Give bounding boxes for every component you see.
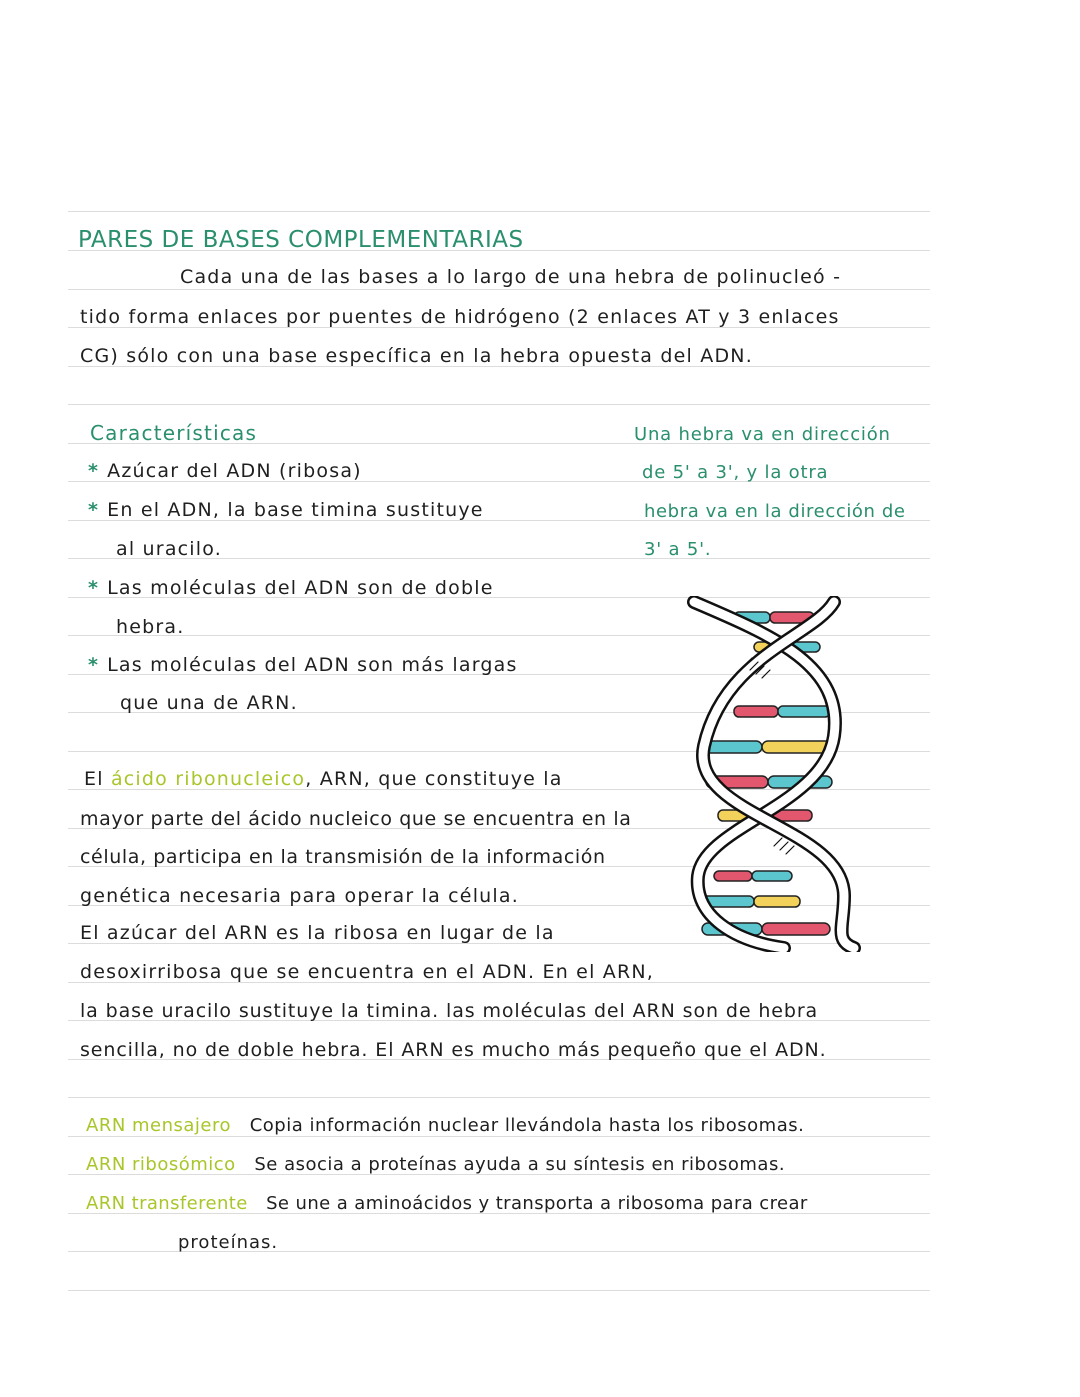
characteristic-text-cont: que una de ARN.: [120, 692, 298, 714]
characteristic-text-cont: al uracilo.: [116, 538, 222, 560]
paragraph-line: CG) sólo con una base específica en la hebra opuesta del ADN.: [80, 345, 753, 367]
star-bullet-icon: *: [88, 499, 100, 521]
direction-note-line: 3' a 5'.: [644, 539, 712, 560]
direction-note-line: Una hebra va en dirección: [634, 424, 891, 445]
characteristic-text: Las moléculas del ADN son de doble: [107, 577, 494, 599]
arn-type-row: [86, 1115, 804, 1137]
paragraph-line: la base uracilo sustituye la timina. las moléculas del ARN son de hebra: [80, 1000, 819, 1022]
paragraph-line: célula, participa en la transmisión de la información: [80, 846, 606, 868]
section-title: PARES DE BASES COMPLEMENTARIAS: [78, 227, 524, 253]
arn-intro-line: [84, 768, 563, 790]
star-bullet-icon: *: [88, 460, 100, 482]
characteristic-text: Las moléculas del ADN son más largas: [107, 654, 518, 676]
arn-type-desc: Se une a aminoácidos y transporta a ribosoma para crear: [266, 1193, 808, 1214]
characteristic-item: [88, 577, 494, 599]
ruled-line: [68, 1097, 930, 1098]
arn-intro-prefix: El: [84, 768, 104, 790]
star-bullet-icon: *: [88, 654, 100, 676]
arn-type-row: [86, 1154, 785, 1176]
arn-type-term: ARN transferente: [86, 1193, 248, 1214]
direction-note-line: de 5' a 3', y la otra: [642, 462, 829, 483]
paragraph-line: sencilla, no de doble hebra. El ARN es mucho más pequeño que el ADN.: [80, 1039, 827, 1061]
arn-intro-term: ácido ribonucleico: [110, 768, 306, 790]
characteristic-text-cont: hebra.: [116, 616, 185, 638]
ruled-line: [68, 289, 930, 290]
characteristic-text: Azúcar del ADN (ribosa): [107, 460, 362, 482]
arn-type-term: ARN mensajero: [86, 1115, 232, 1136]
ruled-line: [68, 1290, 930, 1291]
arn-intro-rest: , ARN, que constituye la: [305, 768, 563, 790]
paragraph-line: desoxirribosa que se encuentra en el ADN. En el ARN,: [80, 961, 655, 983]
paragraph-line: mayor parte del ácido nucleico que se encuentra en la: [80, 808, 632, 830]
paragraph-line: El azúcar del ARN es la ribosa en lugar de la: [80, 922, 555, 944]
direction-note-line: hebra va en la dirección de: [644, 501, 906, 522]
arn-type-row: [86, 1193, 808, 1215]
arn-type-desc-cont: proteínas.: [178, 1232, 279, 1253]
arn-type-desc: Copia información nuclear llevándola hasta los ribosomas.: [249, 1115, 805, 1136]
characteristic-text: En el ADN, la base timina sustituye: [107, 499, 484, 521]
characteristic-item: [88, 499, 484, 521]
paragraph-line: Cada una de las bases a lo largo de una hebra de polinucleó -: [180, 266, 842, 288]
star-bullet-icon: *: [88, 577, 100, 599]
characteristics-heading: Características: [90, 421, 258, 445]
characteristic-item: [88, 460, 362, 482]
paragraph-line: tido forma enlaces por puentes de hidrógeno (2 enlaces AT y 3 enlaces: [80, 306, 840, 328]
ruled-line: [68, 211, 930, 212]
arn-type-term: ARN ribosómico: [86, 1154, 236, 1175]
ruled-line: [68, 404, 930, 405]
characteristic-item: [88, 654, 518, 676]
dna-helix-illustration: [684, 596, 864, 952]
arn-type-desc: Se asocia a proteínas ayuda a su síntesis en ribosomas.: [254, 1154, 786, 1175]
paragraph-line: genética necesaria para operar la célula.: [80, 885, 519, 907]
